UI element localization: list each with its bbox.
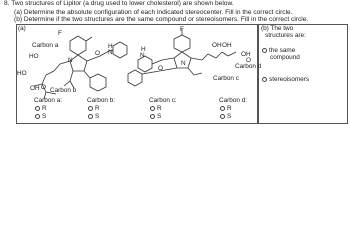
radio-circle[interactable] <box>150 106 155 111</box>
part-b-box <box>258 24 348 124</box>
stereoisomers-option[interactable]: stereoisomers <box>262 76 309 83</box>
mol2-pyrrole-n-label: N <box>181 60 186 67</box>
mol1-fluorine-label: F <box>58 30 62 37</box>
radio-circle[interactable] <box>150 114 155 119</box>
mol1-hydroxyl-label: HO <box>29 53 39 60</box>
phenyl-ring-lower-1 <box>90 74 106 91</box>
radio-circle[interactable] <box>220 106 225 111</box>
carbon-a-option-s[interactable]: S <box>35 113 46 120</box>
carbon-d-answer-label: Carbon d: <box>219 97 248 104</box>
mol2-fluorine-label: F <box>180 26 184 33</box>
phenyl-ring-amide-1 <box>113 42 127 58</box>
fluorophenyl-ring-1 <box>70 36 86 55</box>
radio-circle[interactable] <box>220 114 225 119</box>
mol1-oh-label: OH <box>30 85 40 92</box>
carbon-b-label: Carbon b <box>50 87 77 94</box>
part-b-instruction: (b) Determine if the two structures are the same compound or stereoisomers. Fill in the correct circle. <box>14 16 309 23</box>
carbon-a-label: Carbon a <box>32 42 59 49</box>
mol2-amide-o-label: O <box>158 65 163 72</box>
carbon-d-option-s[interactable]: S <box>220 113 231 120</box>
part-a-label: (a) <box>18 25 26 32</box>
mol1-pyrrole-n-label: N <box>68 57 73 64</box>
part-b-title-line1: (b) The two <box>261 25 294 32</box>
carbon-d-label: Carbon d <box>235 63 262 70</box>
carbon-b-option-r[interactable]: R <box>88 105 100 112</box>
mol2-acid-o-label: O <box>246 57 251 64</box>
mol1-acid-o-label: O <box>41 84 46 91</box>
mol2-amide-h-label: H <box>141 46 146 53</box>
mol1-acid-ho-label: HO <box>17 70 27 77</box>
mol2-oh-label-3: OH <box>241 51 251 58</box>
carbon-b-option-s[interactable]: S <box>88 113 99 120</box>
mol2-amide-n-label: N <box>140 52 145 59</box>
radio-circle[interactable] <box>262 77 267 82</box>
question-text: 8. Two structures of Lipitor (a drug used to lower cholesterol) are shown below. <box>4 0 234 7</box>
same-compound-option-line2: compound <box>270 54 300 61</box>
mol2-oh-label-1: OH <box>212 42 222 49</box>
radio-circle[interactable] <box>35 114 40 119</box>
carbon-b-answer-label: Carbon b: <box>87 97 116 104</box>
mol2-oh-label-2: OH <box>222 42 232 49</box>
carbon-c-answer-label: Carbon c: <box>149 97 177 104</box>
carbon-a-option-r[interactable]: R <box>35 105 47 112</box>
mol1-amide-o-label: O <box>95 50 100 57</box>
carbon-d-option-r[interactable]: R <box>220 105 232 112</box>
radio-circle[interactable] <box>88 106 93 111</box>
radio-circle[interactable] <box>35 106 40 111</box>
carbon-c-option-r[interactable]: R <box>150 105 162 112</box>
part-b-title-line2: structures are: <box>265 32 306 39</box>
mol1-amide-h-label: H <box>108 43 113 50</box>
same-compound-option[interactable]: the same <box>262 47 295 54</box>
part-a-instruction: (a) Determine the absolute configuration of each indicated stereocenter. Fill in the correct circle. <box>14 8 293 16</box>
carbon-c-option-s[interactable]: S <box>150 113 161 120</box>
radio-circle[interactable] <box>88 114 93 119</box>
radio-circle[interactable] <box>262 48 267 53</box>
mol1-amide-n-label: N <box>108 49 113 56</box>
phenyl-ring-lower-2 <box>128 70 142 86</box>
carbon-c-label: Carbon c <box>213 75 239 82</box>
carbon-a-answer-label: Carbon a: <box>34 97 63 104</box>
fluorophenyl-ring-2 <box>174 35 190 52</box>
